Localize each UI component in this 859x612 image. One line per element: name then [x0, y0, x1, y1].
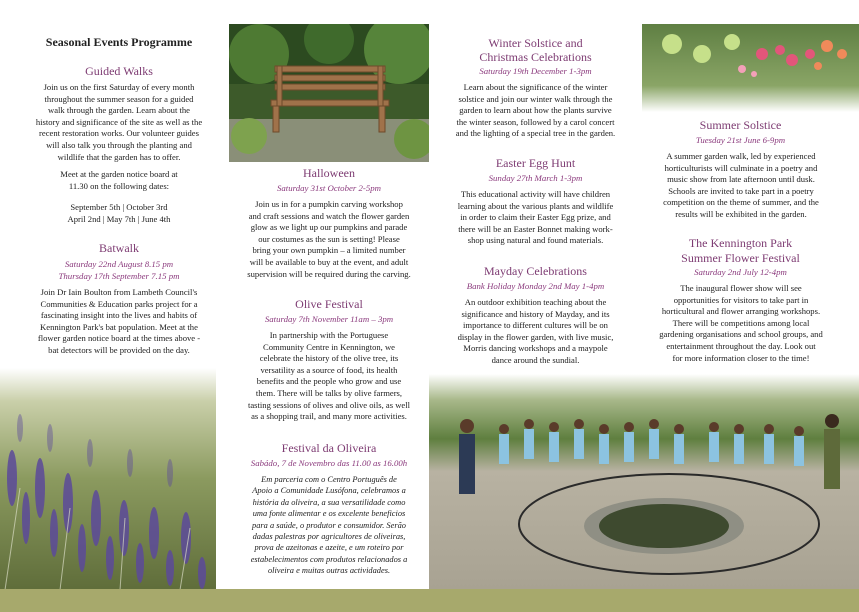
pond-children-photo [429, 374, 859, 590]
festival-oliveira-text: Em parceria com o Centro Português de Apoio a Comunidade Lusófona, celebramos a história da oliveira, a sua versatilidade como uma fonte alimentar e os excelente beneficios para a saúde, o produtor e consumidor. Serão dadas palestras por agricultores de oliveiras, prova de azeitonas e azeite, e um roteiro por estabelecimentos com produtos relacionados a oliveira e muitas outras actividades. [250, 475, 408, 576]
halloween-heading: Halloween [303, 166, 355, 180]
summer-solstice-date: Tuesday 21st June 6-9pm [695, 135, 786, 145]
winter-solstice-heading: Winter Solstice and Christmas Celebrations [479, 36, 592, 64]
garden-bench-photo [229, 24, 429, 162]
guided-walks-meet: Meet at the garden notice board at 11.30 on the following dates: [60, 169, 178, 191]
batwalk-heading: Batwalk [99, 241, 139, 255]
batwalk-text: Join Dr Iain Boulton from Lambeth Council's Communities & Education parks project for a fascinating insight into the lives and habits of Kennington Park's bat population. Meet at the flower garden notice board at the times above - bat detectors will be provided on the day. [37, 287, 201, 355]
festival-oliveira-heading: Festival da Oliveira [281, 441, 377, 455]
easter-egg-hunt-date: Sunday 27th March 1-3pm [488, 173, 583, 183]
footer-band [0, 589, 859, 612]
olive-festival-text: In partnership with the Portuguese Community Centre in Kennington, we celebrate the history of the olive tree, its versatility as a source of food, its health benefits and the people who grow and use them. There will be talks by olive farmers, tasting sessions of olives and olive oils, as well as a shopping trail, and many more activities. [247, 330, 411, 422]
flower-festival-date: Saturday 2nd July 12-4pm [694, 267, 787, 277]
halloween-date: Saturday 31st October 2-5pm [276, 183, 381, 193]
flower-bed-photo [642, 24, 859, 112]
olive-festival-heading: Olive Festival [295, 297, 363, 311]
winter-solstice-date: Saturday 19th December 1-3pm [479, 66, 592, 76]
batwalk-date: Saturday 22nd August 8.15 pm Thursday 17th September 7.15 pm [58, 259, 180, 281]
mayday-text: An outdoor exhibition teaching about the significance and history of Mayday, and its importance to different cultures will be on display in the flower garden, with live music, Morris dancing workshops and a maypole dance around the sundial. [457, 297, 614, 365]
mayday-heading: Mayday Celebrations [484, 264, 587, 278]
easter-egg-hunt-heading: Easter Egg Hunt [495, 156, 576, 170]
lavender-photo [0, 368, 216, 590]
guided-walks-heading: Guided Walks [85, 64, 153, 78]
easter-egg-hunt-text: This educational activity will have children learning about the various plants and wildlife in order to claim their Easter Egg prize, and there will be an Easter Bonnet making work- shop using natural and found materials. [457, 189, 614, 246]
olive-festival-date: Saturday 7th November 11am – 3pm [264, 314, 394, 324]
flower-festival-text: The inaugural flower show will see opportunities for visitors to take part in horticultural and flower arranging workshops. There will be competitions among local gardening organisations and school groups, and entertainment throughout the day. Look out for more information closer to the time! [659, 283, 823, 363]
flower-festival-heading: The Kennington Park Summer Flower Festival [681, 236, 800, 265]
halloween-text: Join us in for a pumpkin carving workshop and craft sessions and watch the flower garden glow as we light up our pumpkins and parade our costumes as the sun is setting! Please bring your own pumpkin – a limited number will be available to buy at the event, and adult supervision will be required during the carving. [247, 199, 411, 279]
mayday-date: Bank Holiday Monday 2nd May 1-4pm [466, 281, 605, 291]
guided-walks-text: Join us on the first Saturday of every month throughout the summer season for a guided walk through the garden. Learn about the history and significance of the site as well as the recent restoration works. Our volunteer guides will also talk you through the planting and wildlife that the garden has to offer. [35, 82, 203, 162]
winter-solstice-text: Learn about the significance of the winter solstice and join our winter walk through the garden to learn about how the plants survive the winter season, followed by a carol concert and the lighting of a special tree in the garden. [455, 82, 616, 139]
summer-solstice-text: A summer garden walk, led by experienced horticulturists will culminate in a poetry and music show from late afternoon until dusk. Schools are invited to take part in a poetry competition on the theme of summer, and the results will be exhibited in the garden. [663, 151, 819, 219]
guided-walks-dates: September 5th | October 3rd April 2nd | May 7th | June 4th [67, 202, 171, 224]
summer-solstice-heading: Summer Solstice [699, 118, 782, 132]
festival-oliveira-date: Sabádo, 7 de Novembro das 11.00 as 16.00h [250, 458, 408, 468]
programme-title: Seasonal Events Programme [45, 35, 193, 49]
